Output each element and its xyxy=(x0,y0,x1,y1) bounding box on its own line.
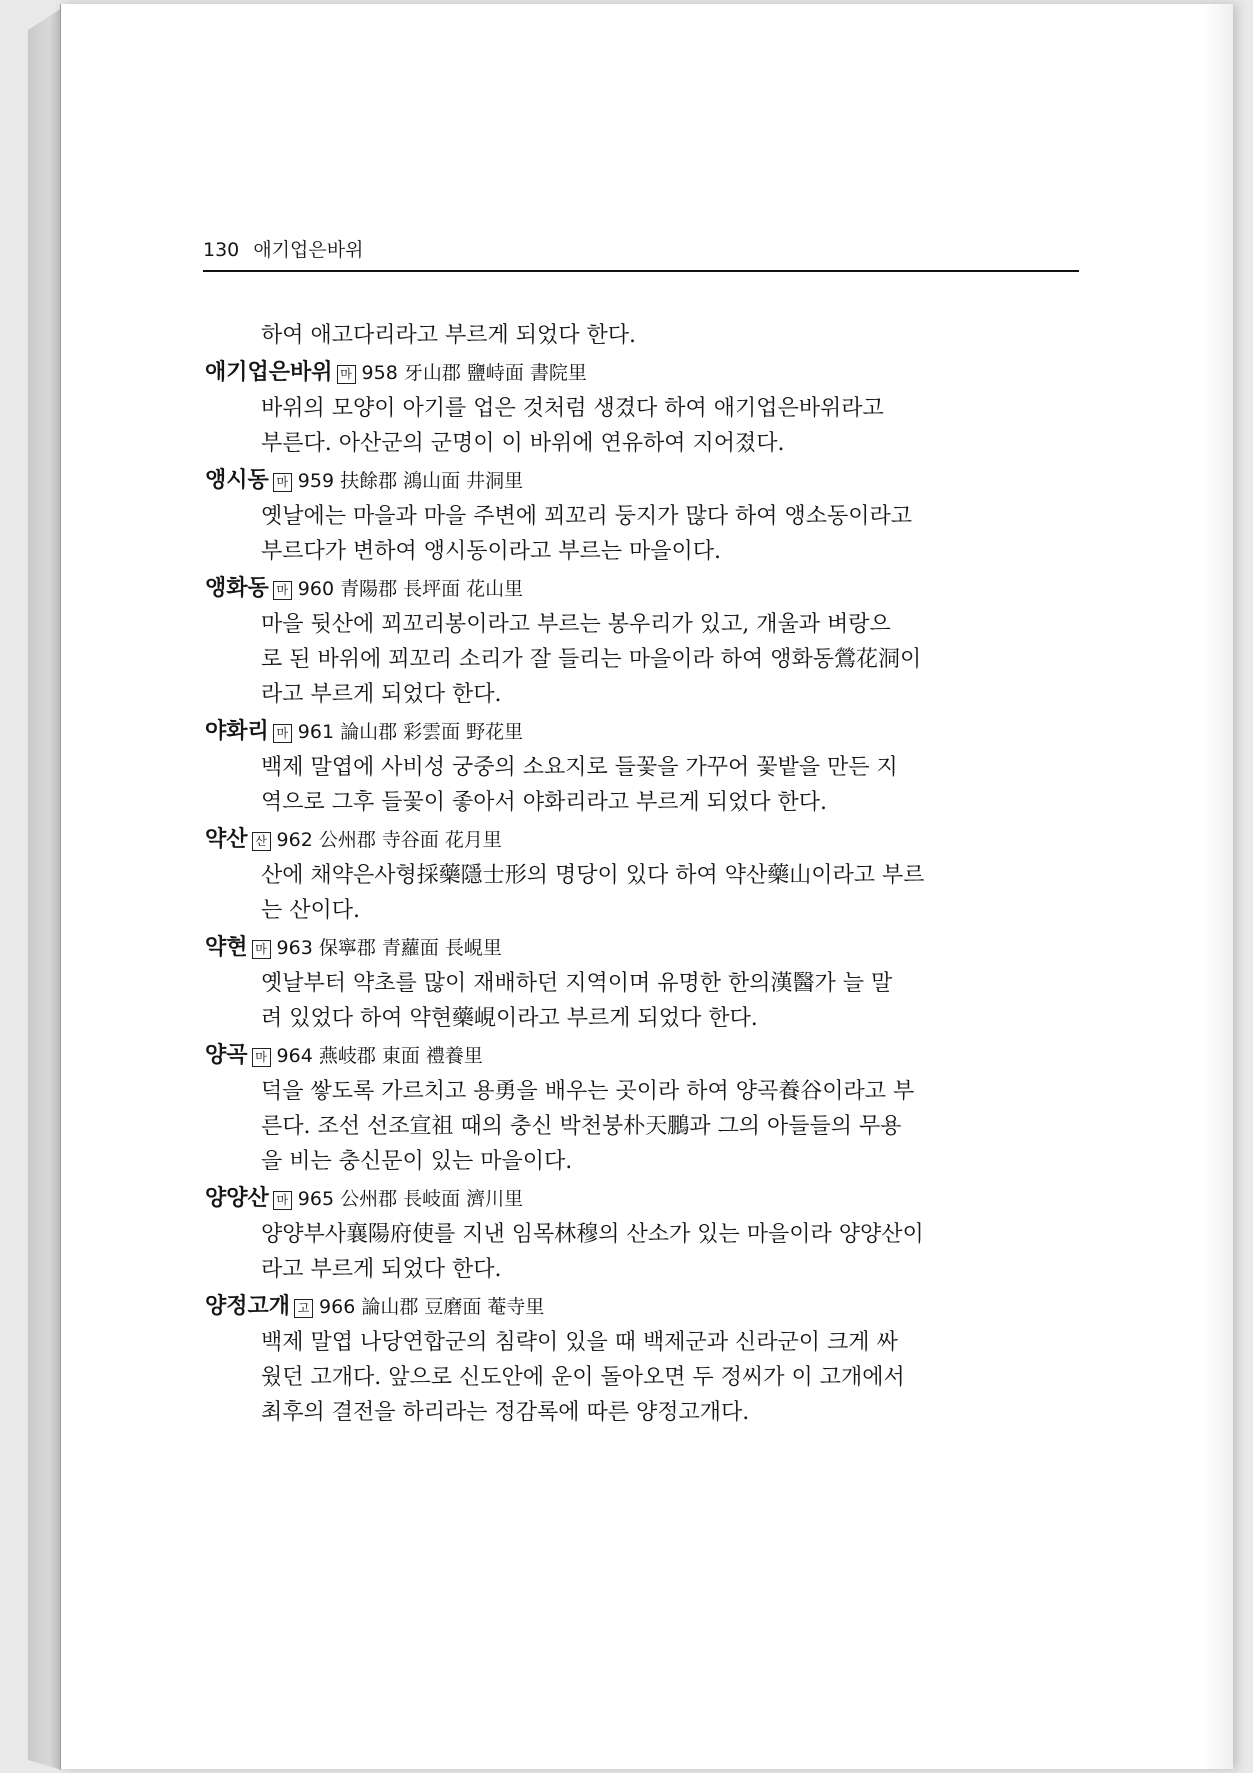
entry-term: 야화리 xyxy=(205,719,269,744)
dictionary-entry xyxy=(205,822,1085,928)
entry-description-line: 양양부사襄陽府使를 지낸 임목林穆의 산소가 있는 마을이라 양양산이 xyxy=(261,1222,924,1247)
entry-heading xyxy=(205,1038,1085,1074)
entry-description-line: 백제 말엽 나당연합군의 침략이 있을 때 백제군과 신라군이 크게 싸 xyxy=(261,1330,898,1355)
entry-description-line: 라고 부르게 되었다 한다. xyxy=(261,1257,502,1282)
running-head xyxy=(203,238,1079,272)
entry-term: 애기업은바위 xyxy=(205,360,333,385)
entry-description-line: 는 산이다. xyxy=(261,898,360,923)
entry-description-line: 백제 말엽에 사비성 궁중의 소요지로 들꽃을 가꾸어 꽃밭을 만든 지 xyxy=(261,755,898,780)
dictionary-entry xyxy=(205,1289,1085,1430)
dictionary-entry xyxy=(205,714,1085,820)
entry-description-line: 을 비는 충신문이 있는 마을이다. xyxy=(261,1149,573,1174)
entry-description-line: 최후의 결전을 하리라는 정감록에 따른 양정고개다. xyxy=(261,1400,750,1425)
entry-heading xyxy=(205,930,1085,966)
entry-description-line: 라고 부르게 되었다 한다. xyxy=(261,682,502,707)
entry-type-badge: 마 xyxy=(273,581,292,600)
entry-heading xyxy=(205,714,1085,750)
entry-list xyxy=(205,355,1085,1430)
entry-description-line: 려 있었다 하여 약현藥峴이라고 부르게 되었다 한다. xyxy=(261,1006,758,1031)
entry-heading xyxy=(205,571,1085,607)
entry-description-line: 웠던 고개다. 앞으로 신도안에 운이 돌아오면 두 정씨가 이 고개에서 xyxy=(261,1365,905,1390)
entry-type-badge: 마 xyxy=(273,724,292,743)
entry-location: 966 論山郡 豆磨面 菴寺里 xyxy=(319,1296,545,1318)
running-head-title: 애기업은바위 xyxy=(253,239,364,261)
entry-location: 960 青陽郡 長坪面 花山里 xyxy=(297,578,524,600)
dictionary-entry xyxy=(205,355,1085,461)
entry-heading xyxy=(205,1181,1085,1217)
page-number: 130 xyxy=(203,239,240,261)
entry-description-line: 옛날에는 마을과 마을 주변에 꾀꼬리 둥지가 많다 하여 앵소동이라고 xyxy=(261,504,913,529)
entry-heading xyxy=(205,1289,1085,1325)
entry-type-badge: 마 xyxy=(252,1048,271,1067)
entry-heading xyxy=(205,463,1085,499)
entry-description-line: 덕을 쌓도록 가르치고 용勇을 배우는 곳이라 하여 양곡養谷이라고 부 xyxy=(261,1079,915,1104)
entry-description-line: 산에 채약은사형採藥隱士形의 명당이 있다 하여 약산藥山이라고 부르 xyxy=(261,863,925,888)
entry-location: 963 保寧郡 青蘿面 長峴里 xyxy=(276,937,502,959)
entry-term: 양정고개 xyxy=(205,1294,291,1319)
entry-description-line: 른다. 조선 선조宣祖 때의 충신 박천붕朴天鵬과 그의 아들들의 무용 xyxy=(261,1114,902,1139)
entry-location: 959 扶餘郡 鴻山面 井洞里 xyxy=(297,470,524,492)
entry-description-line: 마을 뒷산에 꾀꼬리봉이라고 부르는 봉우리가 있고, 개울과 벼랑으 xyxy=(261,612,891,637)
entry-description-line: 옛날부터 약초를 많이 재배하던 지역이며 유명한 한의漢醫가 늘 말 xyxy=(261,971,893,996)
dictionary-entry xyxy=(205,1181,1085,1287)
entry-term: 양곡 xyxy=(205,1043,248,1068)
entry-location: 958 牙山郡 鹽峙面 書院里 xyxy=(361,362,587,384)
entry-location: 964 燕岐郡 東面 禮養里 xyxy=(276,1045,483,1067)
entry-description-line: 바위의 모양이 아기를 업은 것처럼 생겼다 하여 애기업은바위라고 xyxy=(261,396,884,421)
entry-term: 약산 xyxy=(205,827,248,852)
entry-location: 961 論山郡 彩雲面 野花里 xyxy=(297,721,524,743)
entry-type-badge: 마 xyxy=(337,365,356,384)
entry-description-line: 부르다가 변하여 앵시동이라고 부르는 마을이다. xyxy=(261,539,722,564)
entry-term: 앵화동 xyxy=(205,576,269,601)
entry-type-badge: 마 xyxy=(273,1191,292,1210)
dictionary-entry xyxy=(205,463,1085,569)
entry-description-line: 부른다. 아산군의 군명이 이 바위에 연유하여 지어졌다. xyxy=(261,431,785,456)
continued-line: 하여 애고다리라고 부르게 되었다 한다. xyxy=(261,323,636,348)
entry-heading xyxy=(205,355,1085,391)
entry-type-badge: 마 xyxy=(252,940,271,959)
dictionary-entry xyxy=(205,571,1085,712)
entry-type-badge: 마 xyxy=(273,473,292,492)
dictionary-body xyxy=(205,318,1085,1430)
entry-heading xyxy=(205,822,1085,858)
entry-type-badge: 산 xyxy=(252,832,271,851)
book-spine xyxy=(28,8,62,1770)
entry-term: 앵시동 xyxy=(205,468,269,493)
page-edge xyxy=(1203,4,1233,1769)
entry-description-line: 로 된 바위에 꾀꼬리 소리가 잘 들리는 마을이라 하여 앵화동鶯花洞이 xyxy=(261,647,922,672)
entry-location: 965 公州郡 長岐面 濟川里 xyxy=(297,1188,524,1210)
entry-description-line: 역으로 그후 들꽃이 좋아서 야화리라고 부르게 되었다 한다. xyxy=(261,790,827,815)
entry-location: 962 公州郡 寺谷面 花月里 xyxy=(276,829,502,851)
entry-term: 약현 xyxy=(205,935,248,960)
dictionary-entry xyxy=(205,1038,1085,1179)
entry-term: 양양산 xyxy=(205,1186,269,1211)
entry-type-badge: 고 xyxy=(294,1299,313,1318)
dictionary-entry xyxy=(205,930,1085,1036)
